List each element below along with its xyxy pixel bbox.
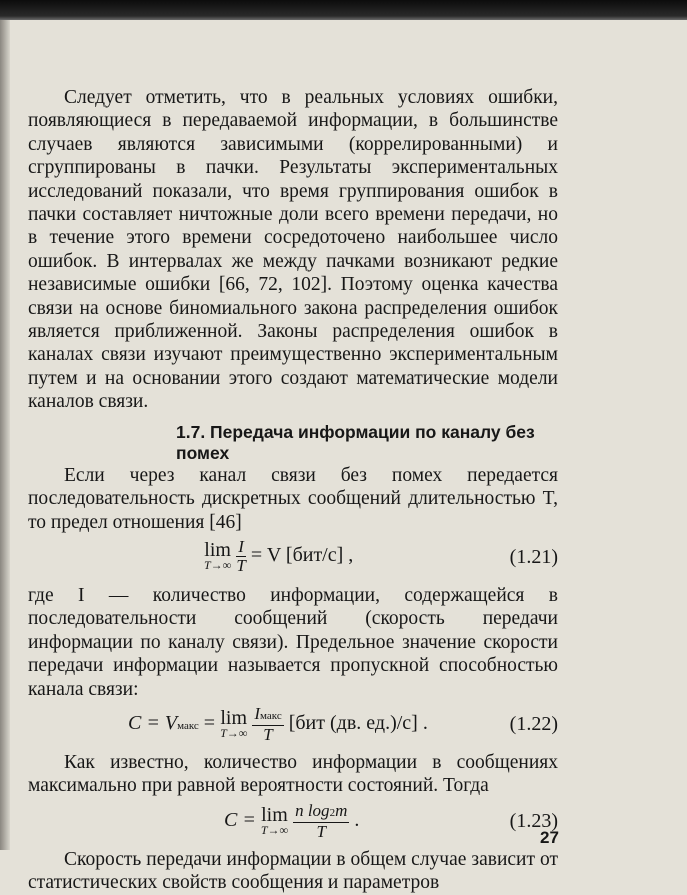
equation-1-22: C = Vмакс = lim T→∞ $\frac{\text{Iмакс}}{T}$ [бит (дв. ед.)/с] . (1.22): [128, 703, 558, 744]
equation-rhs: .: [354, 808, 360, 831]
equation-number: (1.22): [509, 712, 558, 735]
page-body: [28, 86, 558, 895]
lim-operator: lim T→∞: [260, 804, 289, 838]
fraction: $\frac{I}{T}$: [236, 536, 246, 575]
paragraph-speed: Скорость передачи информации в общем случае зависит от статистических свойств сообщения и параметров: [28, 848, 558, 894]
scan-top-edge: [0, 0, 687, 20]
equation-number: (1.21): [509, 545, 558, 568]
paragraph-definition: где I — количество информации, содержащейся в последовательности сообщений (скорость передачи информации по каналу связи). Предельное значение скорости передачи информации называется пропускной способностью канала связи:: [28, 584, 558, 700]
paragraph-max-info: Как известно, количество информации в сообщениях максимально при равной вероятности состояний. Тогда: [28, 751, 558, 797]
page-number: 27: [540, 828, 559, 847]
equation-rhs: [бит (дв. ед.)/с] .: [288, 712, 428, 735]
scan-left-shadow: [0, 20, 10, 850]
paragraph-channel: Если через канал связи без помех передается последовательность дискретных сообщений длительностью T, то предел отношения [46]: [28, 464, 558, 533]
equation-number: (1.23): [509, 809, 558, 832]
lim-operator: lim T→∞: [220, 707, 248, 741]
lim-operator: lim T→∞: [204, 539, 232, 573]
section-heading: 1.7. Передача информации по каналу без помех: [176, 421, 535, 463]
equation-1-21: [28, 538, 558, 582]
fraction: $\frac{\text{Iмакс}}{T}$: [254, 703, 282, 744]
fraction: $\frac{\text{n log2m}}{T}$: [295, 800, 348, 841]
equation-1-23: C = lim T→∞ $\frac{\text{n log2m}}{T}$ . (1.23): [224, 800, 558, 841]
equation-rhs: = V [бит/с] ,: [250, 544, 354, 566]
paragraph-errors: Следует отметить, что в реальных условиях ошибки, появляющиеся в передаваемой информации, в большинстве случаев являются зависимыми (коррелированными) и сгруппированы в пачки. Результаты экспериментальных исследований показали, что время группирования ошибок в пачки составляет ничтожные доли всего времени передачи, но в течение этого времени сосредоточено наибольшее число ошибок. В интервалах же между пачками возникают редкие независимые ошибки [66, 72, 102]. Поэтому оценка качества связи на основе биномиального закона распределения ошибок является приближенной. Законы распределения ошибок в каналах связи изучают преимущественно экспериментальным путем и на основании этого создают математические модели каналов связи.: [28, 87, 558, 413]
